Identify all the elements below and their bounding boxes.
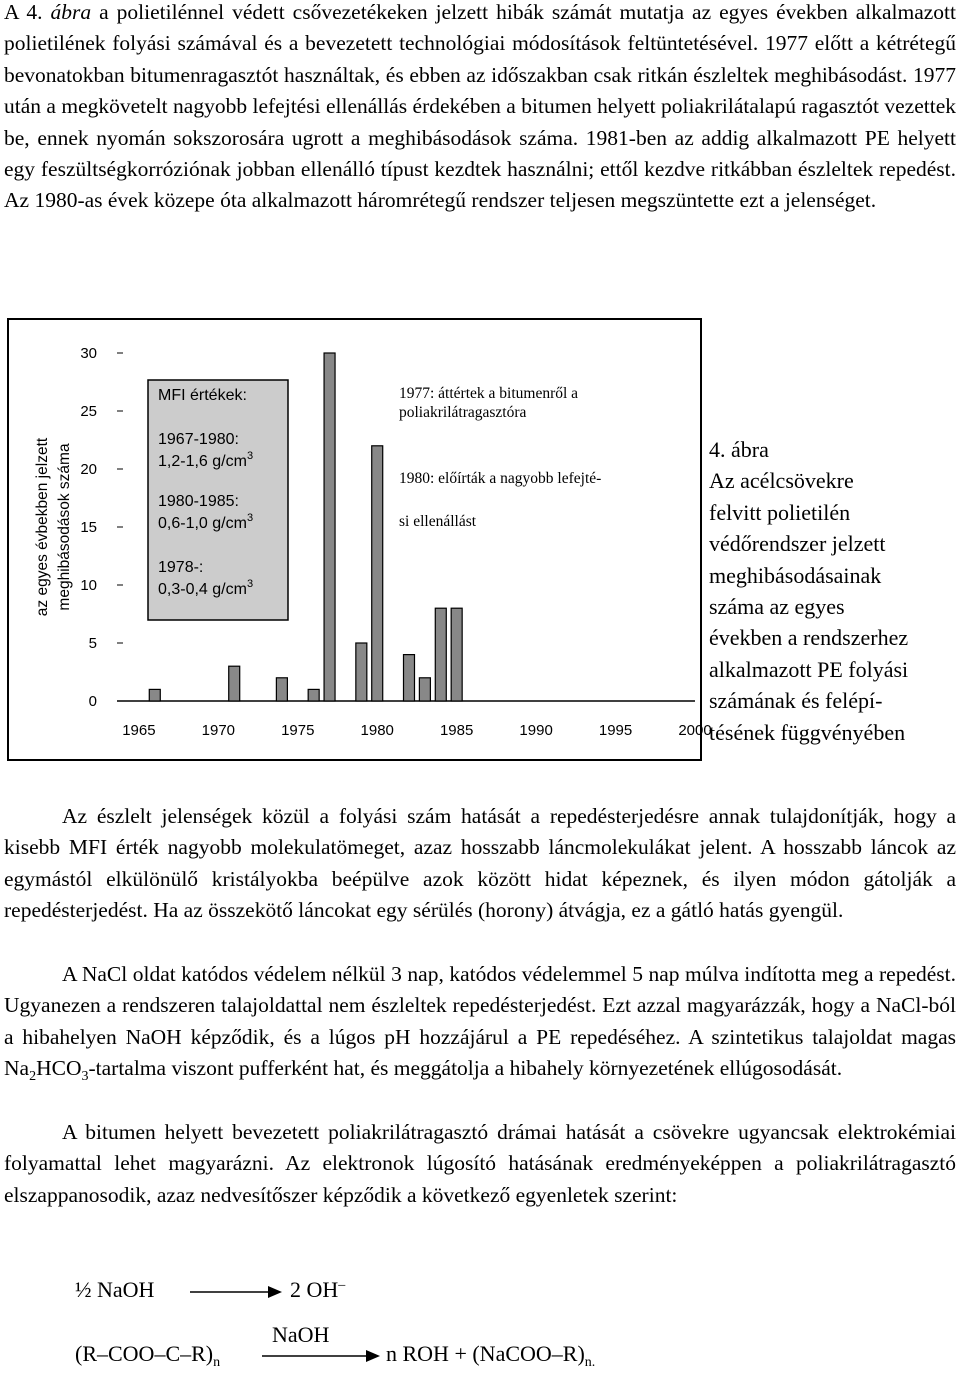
bar-1984 bbox=[435, 608, 446, 701]
y-tick-label: 0 bbox=[88, 693, 97, 710]
caption-line: alkalmazott PE folyási bbox=[709, 656, 909, 682]
x-tick-label: 1980 bbox=[360, 722, 394, 739]
figure-caption bbox=[709, 434, 959, 748]
x-tick-label: 1965 bbox=[122, 722, 156, 739]
figure-reference: A 4. bbox=[4, 0, 43, 24]
mfi-range-2-value: 0,6-1,0 $g/cm^3$ bbox=[158, 512, 254, 532]
x-tick-label: 2000 bbox=[678, 722, 712, 739]
annotation-line-3: 1980: előírták a nagyobb lefejté- bbox=[399, 470, 602, 487]
bar-1979 bbox=[356, 643, 367, 701]
mfi-range-2-period: 1980-1985: bbox=[158, 493, 239, 510]
body-paragraph-1: Az észlelt jelenségek közül a folyási szám hatását a repedésterjedésre annak tulajdonítják, hogy a kisebb MFI érték nagyobb molekulatömeget, azaz hosszabb láncmolekulákat jelent. A hosszabb láncok az egymástól elkülönülő kristályokba beépülve azok között hidat képeznek, és ilyen módon gátolják a repedésterjedést. Ha az összekötő láncokat egy sérülés (horony) átvágja, ez a gátló hatás gyengül. bbox=[4, 804, 956, 923]
body-paragraph-2: A NaCl oldat katódos védelem nélkül 3 nap, katódos védelemmel 5 nap múlva indította meg a repedést. Ugyanezen a rendszeren talajoldattal nem észleltek repedésterjedést. Ezt azzal magyarázzák, hogy a NaCl-ból a hibahelyen NaOH képződik, és a lúgos pH hozzájárul a PE repedéséhez. A szintetikus talajoldat magas $Na_2HCO_3$-tartalma viszont pufferként hat, és meggátolja a hibahely környezetének ellúgosodását. bbox=[4, 962, 956, 1085]
bar-1983 bbox=[419, 678, 430, 701]
x-tick-label: 1995 bbox=[598, 722, 633, 739]
mfi-heading: MFI értékek: bbox=[158, 387, 247, 404]
bar-chart bbox=[9, 320, 712, 759]
y-tick-label: 5 bbox=[88, 635, 97, 652]
equation-2-left: $(R-COO-C-R)_n$ bbox=[75, 1341, 221, 1370]
x-tick-label: 1990 bbox=[519, 722, 553, 739]
caption-line: védőrendszer jelzett bbox=[709, 531, 886, 557]
body-paragraph-3: A bitumen helyett bevezetett poliakrilátragasztó drámai hatását a csövekre ugyancsak elektrokémiai folyamattal lehet magyarázni. Az elektronok lúgosító hatásának eredményeképpen a poliakrilátragasztó elszappanosodik, azaz nedvesítőszer képződik a következő egyenletek szerint: bbox=[4, 1120, 956, 1207]
bar-1976 bbox=[308, 689, 319, 701]
mfi-range-3-period: 1978-: bbox=[158, 559, 204, 576]
y-axis-title bbox=[34, 437, 73, 616]
figure-frame bbox=[7, 318, 712, 761]
bar-1977 bbox=[324, 353, 335, 701]
equation-1-left: ½ NaOH bbox=[75, 1277, 155, 1302]
annotation-line-1: 1977: áttértek a bitumenről a bbox=[399, 385, 579, 402]
bar-1985 bbox=[451, 608, 462, 701]
mfi-box bbox=[148, 380, 288, 620]
bar-1966 bbox=[149, 689, 160, 701]
annotation-line-4: si ellenállást bbox=[399, 513, 477, 530]
intro-paragraph bbox=[4, 0, 956, 217]
caption-line: száma az egyes bbox=[709, 594, 845, 620]
equation-2-condition: NaOH bbox=[272, 1322, 330, 1347]
figure-reference-word: ábra bbox=[50, 0, 92, 24]
annotation-box bbox=[395, 380, 655, 540]
caption-line: meghibásodásainak bbox=[709, 562, 882, 588]
x-tick-labels bbox=[122, 722, 711, 739]
equation-2-arrow bbox=[262, 1346, 382, 1366]
bar-1971 bbox=[229, 666, 240, 701]
y-tick-label: 15 bbox=[80, 519, 97, 536]
y-axis-title-line: meghibásodások száma bbox=[56, 443, 73, 611]
annotation-line-2: poliakrilátragasztóra bbox=[399, 404, 527, 421]
bar-1974 bbox=[276, 678, 287, 701]
caption-line: tésének függvényében bbox=[709, 719, 906, 745]
equation-2-right: n ROH + $(NaCOO-R)_{n.}$ bbox=[386, 1341, 596, 1370]
equation-1-right: 2 OH– bbox=[290, 1277, 346, 1302]
caption-line: számának és felépí- bbox=[709, 688, 883, 714]
mfi-range-1-period: 1967-1980: bbox=[158, 431, 239, 448]
mfi-range-1-value: 1,2-1,6 $g/cm^3$ bbox=[158, 450, 254, 470]
caption-line: 4. ábra bbox=[709, 437, 769, 462]
y-tick-labels bbox=[80, 345, 97, 710]
y-tick-label: 10 bbox=[80, 577, 97, 594]
caption-line: Az acélcsövekre bbox=[709, 468, 854, 494]
y-tick-label: 25 bbox=[80, 403, 97, 420]
intro-text: a polietilénnel védett csővezetékeken jelzett hibák számát mutatja az egyes években alkalmazott polietilének folyási számával és a bevezetett technológiai módosítások feltüntetésével. 1977 előtt a kétrétegű bevonatokban bitumenragasztót használtak, és ebben az időszakban csak ritkán észleltek meghibásodást. 1977 után a megkövetelt nagyobb lefejtési ellenállás érdekében a bitumen helyett poliakrilátalapú ragasztót vezettek be, ennek nyomán sokszorosára ugrott a meghibásodások száma. 1981-ben az addig alkalmazott PE helyett egy feszültségkorróziónak jobban ellenálló típust kezdtek használni; ettől kezdve ritkábban észleltek repedést. Az 1980-as évek közepe óta alkalmazott háromrétegű rendszer teljesen megszüntette ezt a jelenséget. bbox=[4, 0, 957, 213]
caption-line: felvitt polietilén bbox=[709, 499, 851, 525]
y-tick-label: 20 bbox=[80, 461, 97, 478]
bar-1980 bbox=[372, 446, 383, 701]
bar-1982 bbox=[404, 655, 415, 701]
x-tick-label: 1970 bbox=[201, 722, 236, 739]
equation-1-arrow bbox=[190, 1282, 282, 1302]
caption-line: években a rendszerhez bbox=[709, 625, 909, 651]
y-tick-label: 30 bbox=[80, 345, 97, 362]
x-tick-label: 1975 bbox=[281, 722, 315, 739]
y-axis-title-line: az egyes évbekben jelzett bbox=[34, 437, 51, 617]
mfi-range-3-value: 0,3-0,4 $g/cm^3$ bbox=[158, 578, 254, 598]
x-tick-label: 1985 bbox=[439, 722, 474, 739]
